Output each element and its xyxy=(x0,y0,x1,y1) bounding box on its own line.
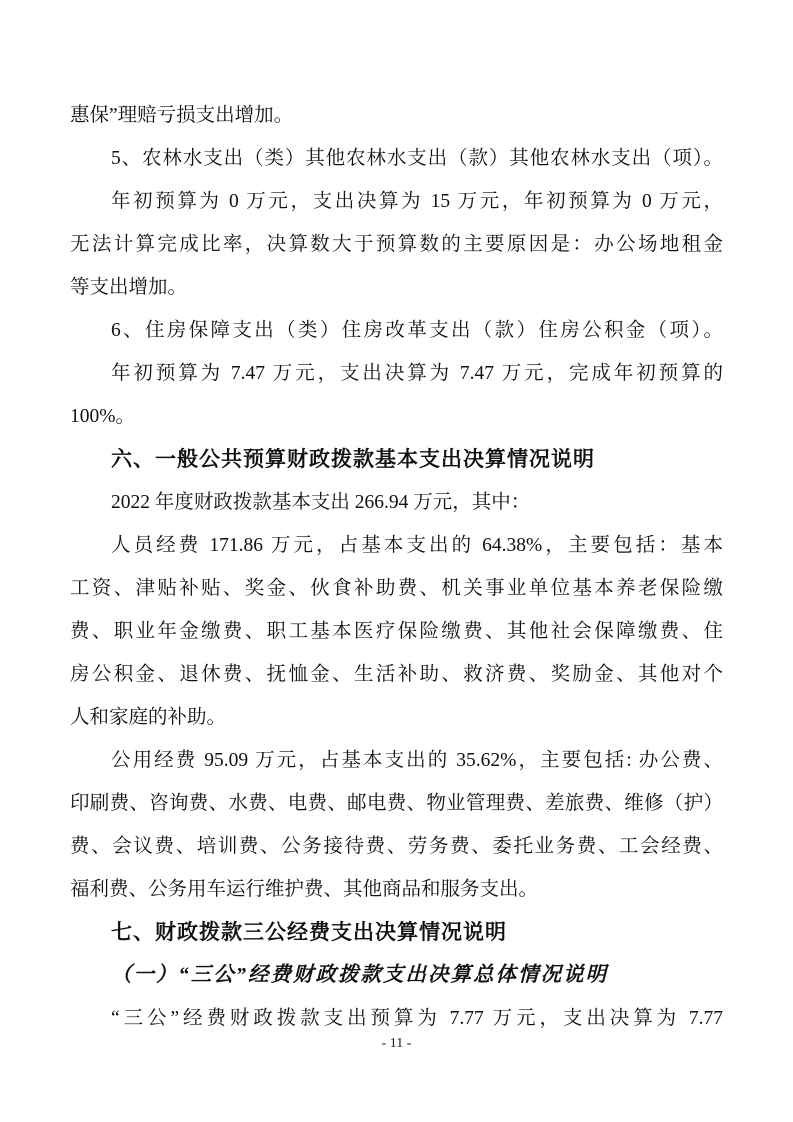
paragraph-line: 等支出增加。 xyxy=(70,277,188,298)
paragraph-line: 惠保”理赔亏损支出增加。 xyxy=(70,105,294,126)
paragraph-line: 5、农林水支出（类）其他农林水支出（款）其他农林水支出（项）。 xyxy=(111,148,723,169)
paragraph-line: 年初预算为 0 万元，支出决算为 15 万元，年初预算为 0 万元， xyxy=(111,191,723,212)
paragraph-line: 工资、津贴补贴、奖金、伙食补助费、机关事业单位基本养老保险缴 xyxy=(70,578,723,599)
paragraph-line: 福利费、公务用车运行维护费、其他商品和服务支出。 xyxy=(70,879,539,900)
paragraph-line: 公用经费 95.09 万元，占基本支出的 35.62%，主要包括: 办公费、 xyxy=(111,750,723,771)
section-heading-six: 六、一般公共预算财政拨款基本支出决算情况说明 xyxy=(111,448,595,471)
paragraph-line: 100%。 xyxy=(70,406,135,427)
paragraph-line: 费、会议费、培训费、公务接待费、劳务费、委托业务费、工会经费、 xyxy=(70,836,723,857)
paragraph-line: 费、职业年金缴费、职工基本医疗保险缴费、其他社会保障缴费、住 xyxy=(70,621,723,642)
paragraph-line: 无法计算完成比率，决算数大于预算数的主要原因是：办公场地租金 xyxy=(70,234,723,255)
paragraph-line: 人员经费 171.86 万元，占基本支出的 64.38%，主要包括：基本 xyxy=(111,535,723,556)
subsection-heading-one: （一）“三公”经费财政拨款支出决算总体情况说明 xyxy=(111,964,608,986)
paragraph-line: 年初预算为 7.47 万元，支出决算为 7.47 万元，完成年初预算的 xyxy=(111,363,723,384)
section-heading-seven: 七、财政拨款三公经费支出决算情况说明 xyxy=(111,921,507,944)
paragraph-line: 2022 年度财政拨款基本支出 266.94 万元，其中： xyxy=(111,492,531,513)
page-number: - 11 - xyxy=(381,1036,412,1051)
paragraph-line: 6、住房保障支出（类）住房改革支出（款）住房公积金（项）。 xyxy=(111,320,723,341)
paragraph-line: 人和家庭的补助。 xyxy=(70,707,227,728)
document-body xyxy=(70,94,723,1040)
paragraph-line: 房公积金、退休费、抚恤金、生活补助、救济费、奖励金、其他对个 xyxy=(70,664,723,685)
paragraph-line: “三公”经费财政拨款支出预算为 7.77 万元，支出决算为 7.77 xyxy=(111,1008,723,1029)
paragraph-line: 印刷费、咨询费、水费、电费、邮电费、物业管理费、差旅费、维修（护） xyxy=(70,793,723,814)
